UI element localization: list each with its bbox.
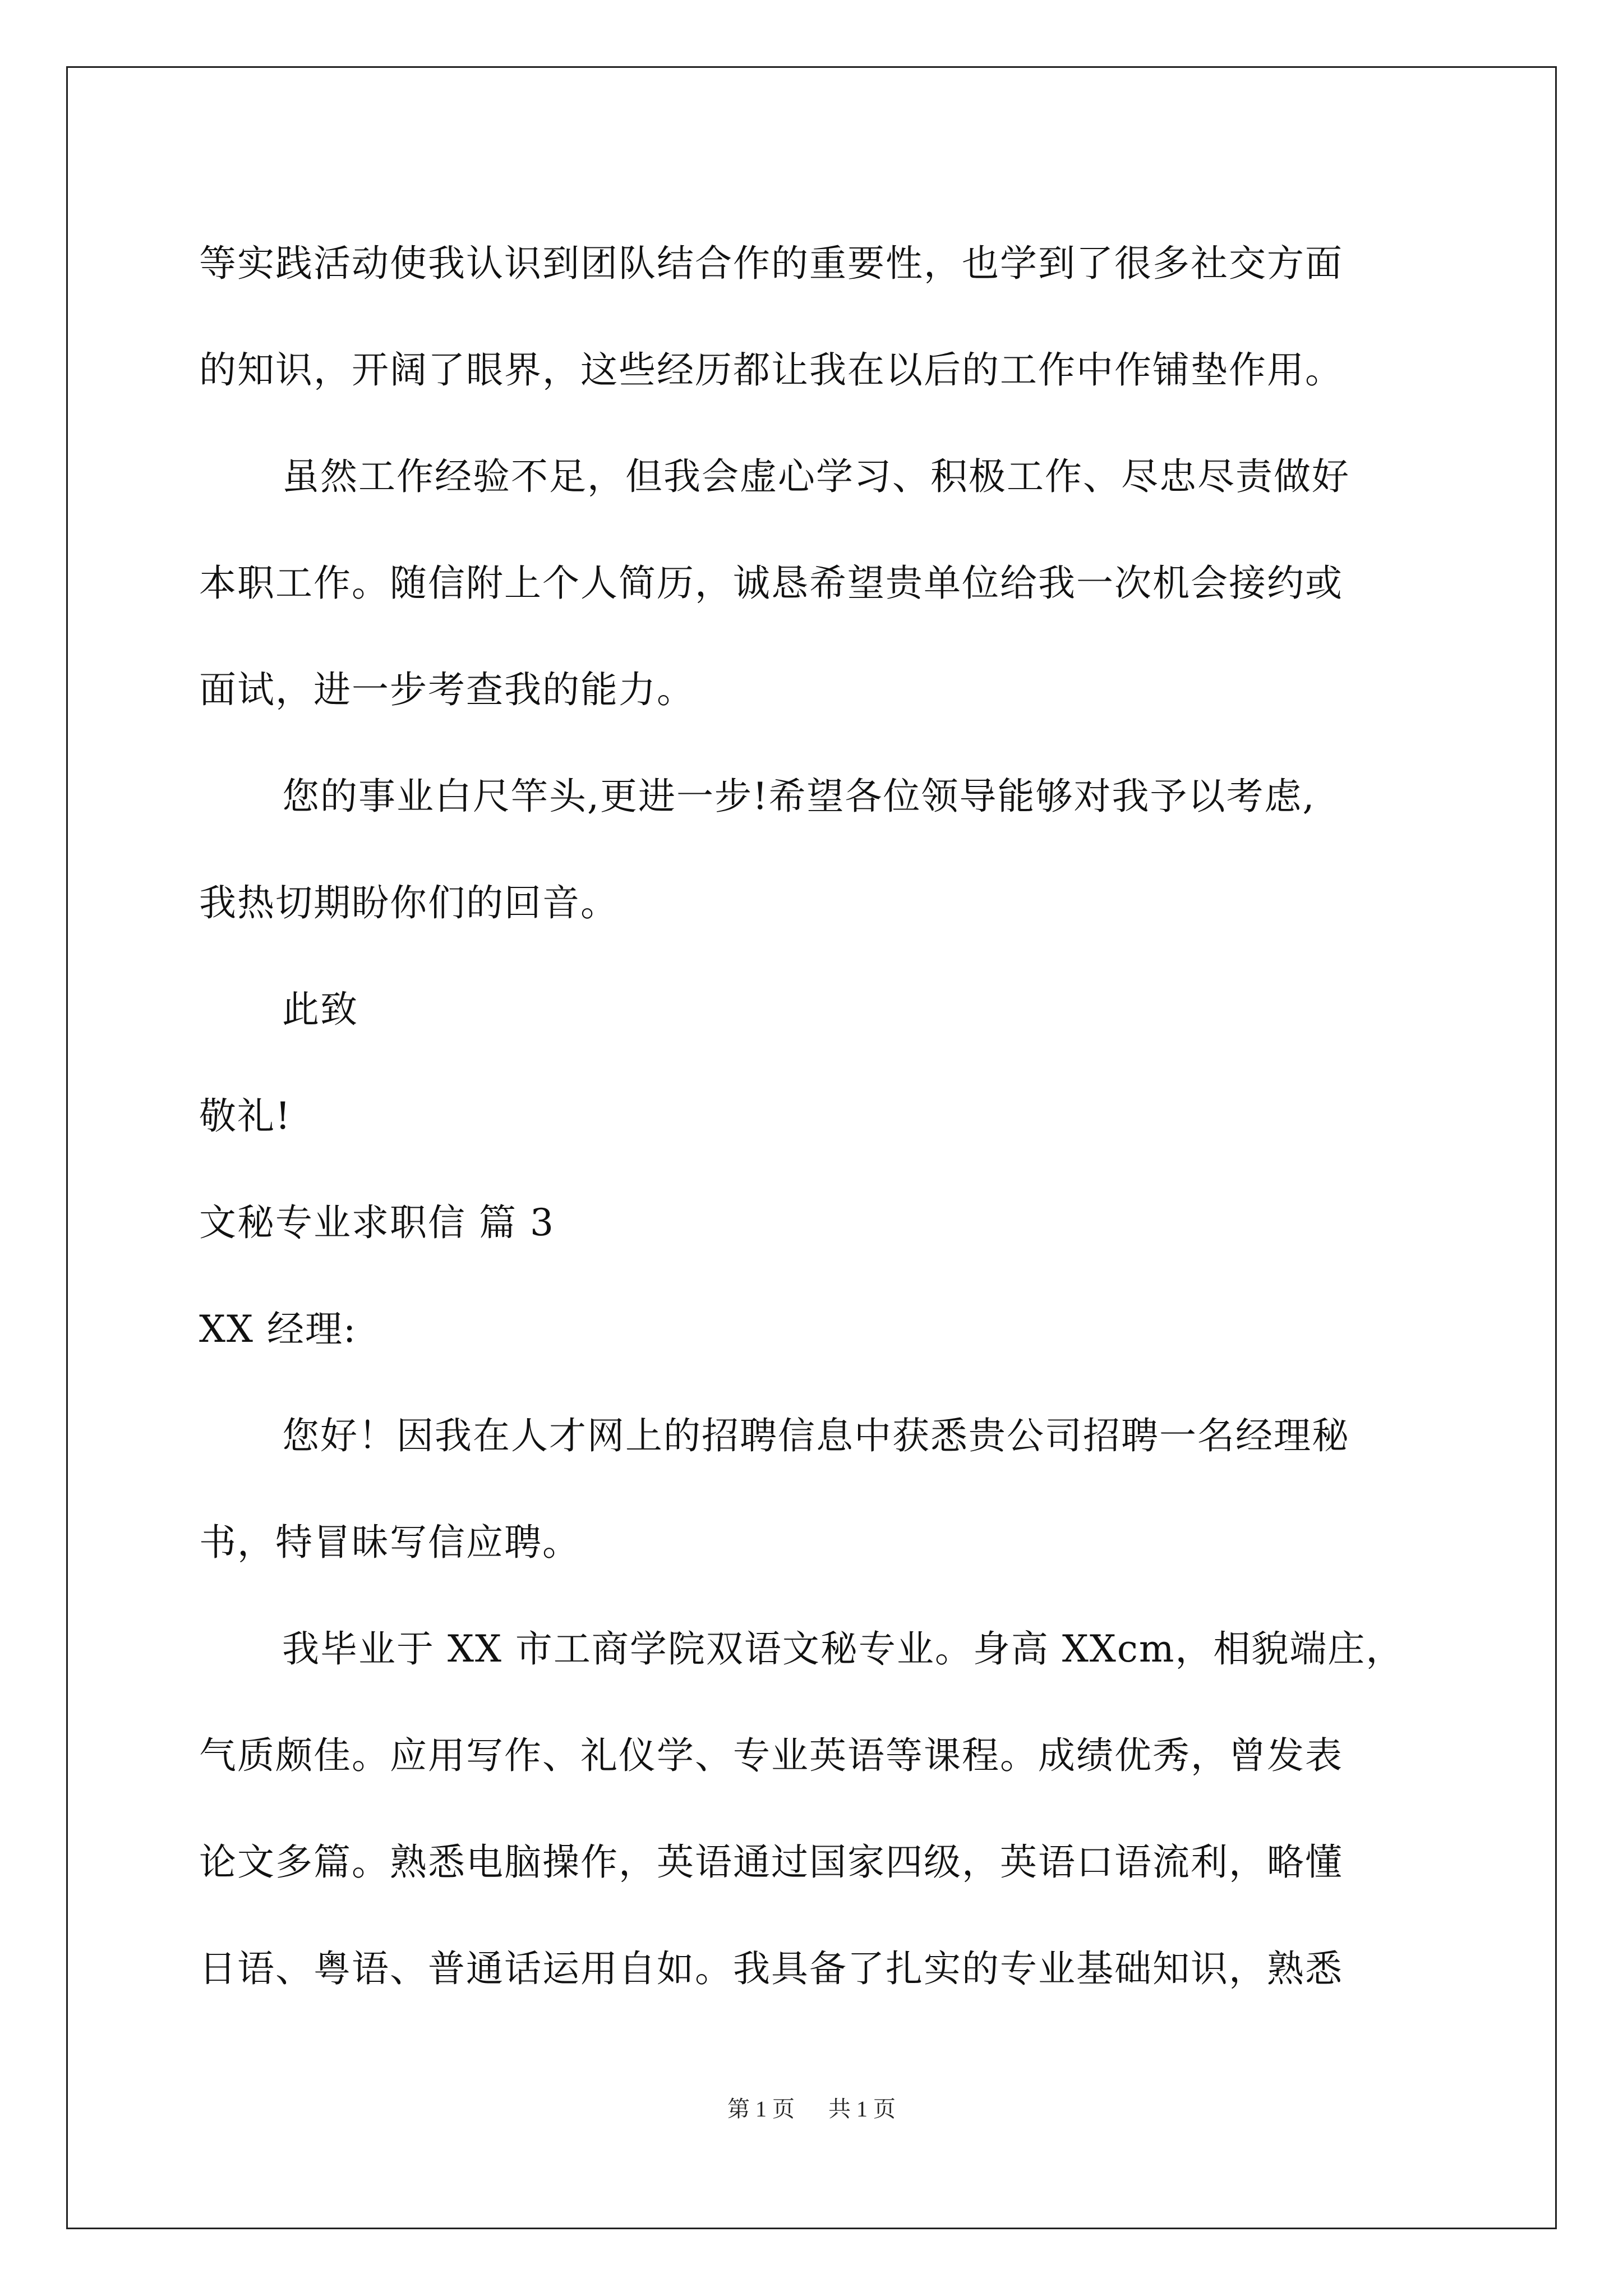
paragraph-line: 气质颇佳。应用写作、礼仪学、专业英语等课程。成绩优秀，曾发表 <box>199 1734 1343 1777</box>
page-total: 共 1 页 <box>828 2096 896 2122</box>
paragraph-line: 您好！因我在人才网上的招聘信息中获悉贵公司招聘一名经理秘 <box>282 1414 1350 1457</box>
paragraph-line: 等实践活动使我认识到团队结合作的重要性，也学到了很多社交方面 <box>199 242 1343 285</box>
closing-regards: 敬礼! <box>199 1094 292 1138</box>
closing-salutation: 此致 <box>282 988 358 1031</box>
letter-greeting: XX 经理: <box>199 1308 357 1351</box>
section-heading: 文秘专业求职信 篇 3 <box>199 1201 555 1244</box>
document-body <box>199 210 1433 2022</box>
paragraph-line: 面试，进一步考查我的能力。 <box>199 668 695 711</box>
page-footer <box>0 2091 1623 2123</box>
paragraph-line: 的知识，开阔了眼界，这些经历都让我在以后的工作中作铺垫作用。 <box>199 348 1343 392</box>
paragraph-line: 您的事业白尺竿头,更进一步!希望各位领导能够对我予以考虑, <box>282 775 1316 818</box>
paragraph-line: 书，特冒昧写信应聘。 <box>199 1521 580 1564</box>
paragraph-line: 虽然工作经验不足，但我会虚心学习、积极工作、尽忠尽责做好 <box>282 455 1350 498</box>
paragraph-line: 我毕业于 XX 市工商学院双语文秘专业。身高 XXcm，相貌端庄， <box>282 1627 1404 1671</box>
paragraph-line: 日语、粤语、普通话运用自如。我具备了扎实的专业基础知识，熟悉 <box>199 1947 1343 1990</box>
page-number: 第 1 页 <box>727 2096 795 2122</box>
paragraph-line: 我热切期盼你们的回音。 <box>199 881 619 924</box>
paragraph-line: 本职工作。随信附上个人简历，诚恳希望贵单位给我一次机会接约或 <box>199 562 1343 605</box>
paragraph-line: 论文多篇。熟悉电脑操作，英语通过国家四级，英语口语流利，略懂 <box>199 1841 1343 1884</box>
